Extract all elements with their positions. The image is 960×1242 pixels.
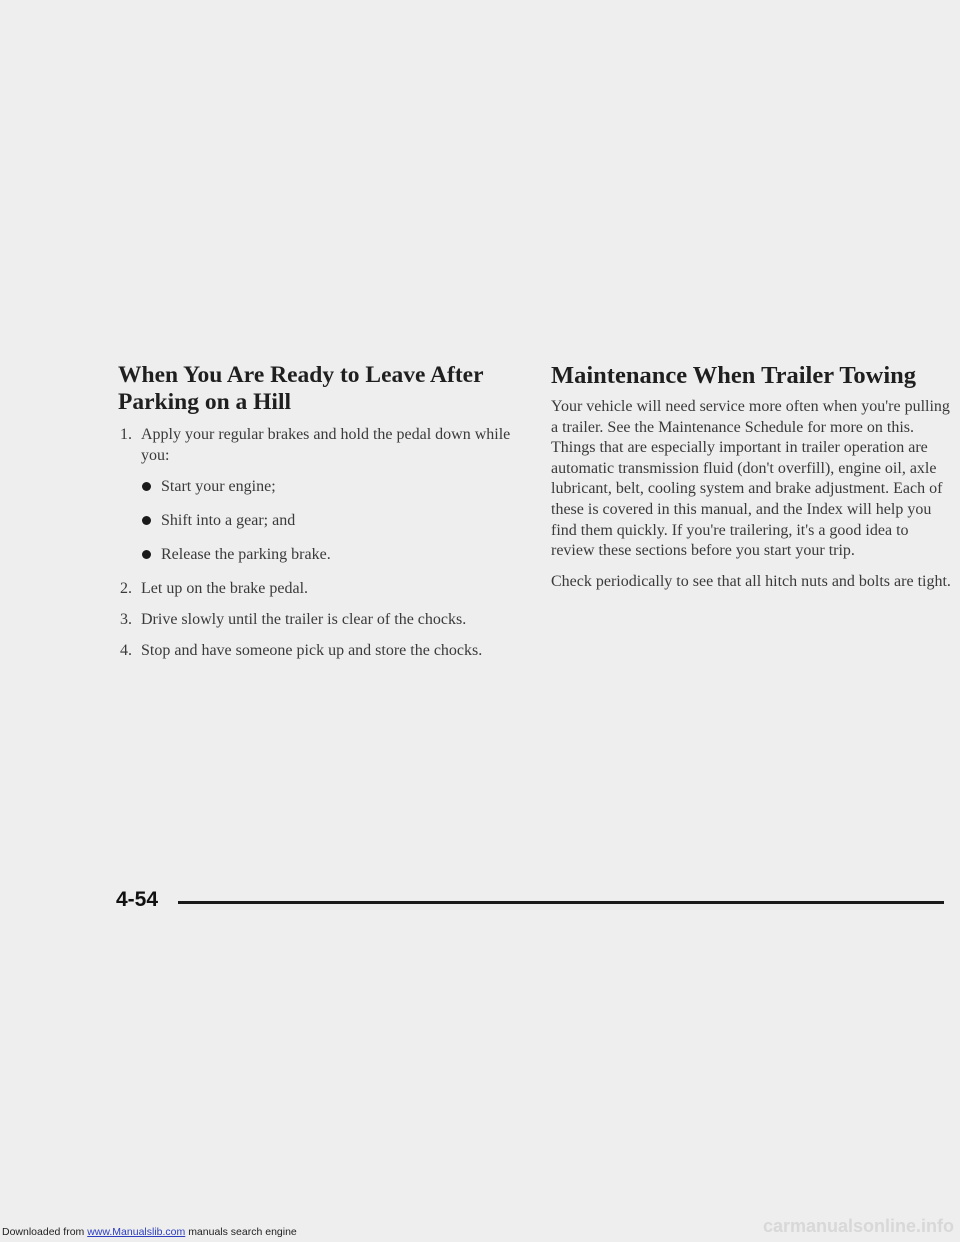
step-number: 2. — [120, 580, 132, 597]
section-heading-leave-after-parking: When You Are Ready to Leave After Parking on a Hill — [118, 362, 484, 415]
right-column — [551, 362, 956, 592]
bullet-icon — [142, 550, 151, 559]
step-text: Stop and have someone pick up and store the chocks. — [141, 642, 483, 659]
bullet-icon — [142, 516, 151, 525]
bullet-text: Release the parking brake. — [161, 546, 331, 563]
step-text: Apply your regular brakes and hold the pedal down while you: — [141, 426, 511, 464]
step-item — [118, 578, 528, 599]
step-item — [118, 640, 528, 661]
step-item — [118, 609, 528, 630]
bullet-item — [141, 476, 528, 497]
step-text: Let up on the brake pedal. — [141, 580, 309, 597]
manualslib-link[interactable]: www.Manualslib.com — [87, 1226, 186, 1238]
page-rule-divider — [178, 901, 944, 904]
step-number: 3. — [120, 611, 132, 628]
step-number: 4. — [120, 642, 132, 659]
left-column — [118, 362, 528, 671]
step-item — [118, 424, 528, 565]
step-number: 1. — [120, 426, 132, 443]
maintenance-paragraph: Your vehicle will need service more often when you're pulling a trailer. See the Maintenance Schedule for more on this. Things that are especially important in trailer operation are automatic transmission fluid (don't overfill), engine oil, axle lubricant, belt, cooling system and brake adjustment. Each of these is covered in this manual, and the Index will help you find them quickly. If you're trailering, it's a good idea to review these sections before you start your trip. — [551, 398, 950, 560]
page-number: 4-54 — [116, 888, 159, 911]
hitch-check-paragraph: Check periodically to see that all hitch nuts and bolts are tight. — [551, 572, 951, 590]
step-list — [118, 424, 528, 661]
bullet-list — [141, 476, 528, 565]
section-heading-maintenance: Maintenance When Trailer Towing — [551, 362, 917, 389]
bullet-text: Start your engine; — [161, 478, 276, 495]
bullet-item — [141, 544, 528, 565]
footer-suffix: manuals search engine — [188, 1226, 297, 1238]
footer-prefix: Downloaded from — [2, 1226, 85, 1238]
bullet-text: Shift into a gear; and — [161, 512, 296, 529]
step-text: Drive slowly until the trailer is clear of the chocks. — [141, 611, 467, 628]
bullet-item — [141, 510, 528, 531]
watermark-logo: carmanualsonline.info — [762, 1216, 954, 1236]
download-footer — [2, 1226, 297, 1238]
bullet-icon — [142, 482, 151, 491]
